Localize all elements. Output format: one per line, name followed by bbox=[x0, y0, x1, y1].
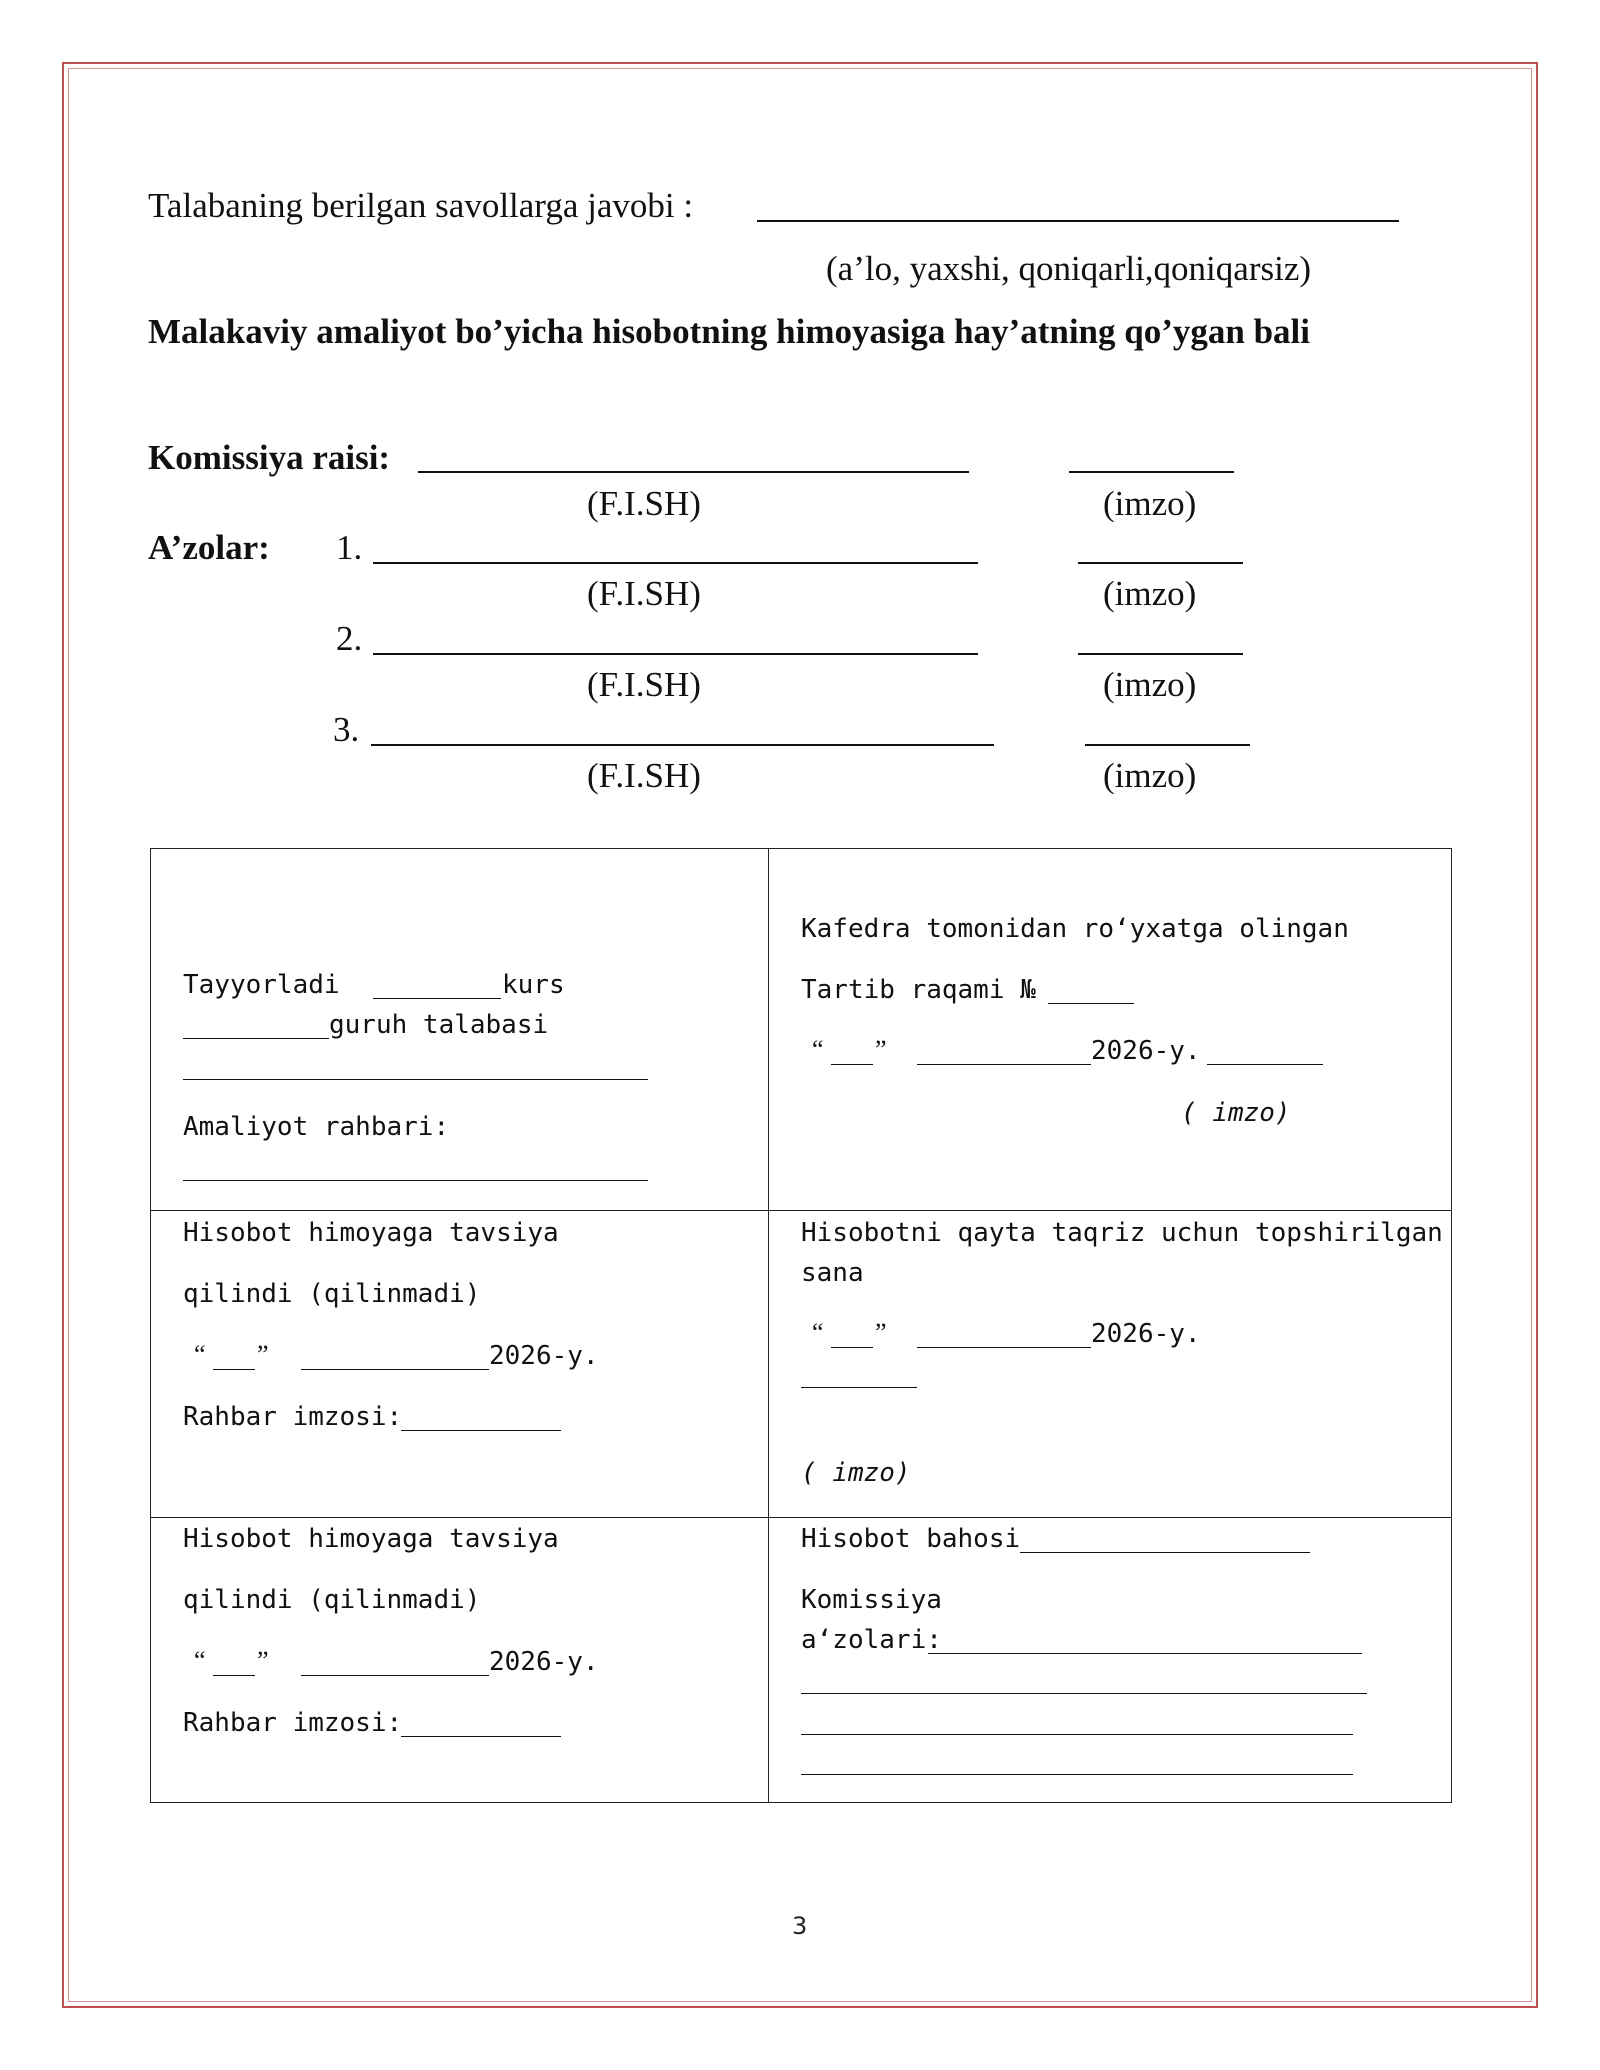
serial-line bbox=[1048, 1003, 1134, 1004]
resubmitted-quote-close: ” bbox=[875, 1318, 887, 1347]
recommend-2-quote-close: ” bbox=[257, 1646, 269, 1675]
registered-imzo-caption: ( imzo) bbox=[1181, 1098, 1291, 1128]
registered-signature-line bbox=[1207, 1064, 1323, 1065]
defense-title: Malakaviy amaliyot bo’yicha hisobotning himoyasiga hay’atning qo’ygan bali bbox=[148, 312, 1311, 351]
resubmitted-year: 2026-y. bbox=[1091, 1319, 1201, 1349]
grade-line bbox=[1020, 1552, 1310, 1553]
grade-member-line-4 bbox=[801, 1774, 1353, 1775]
answer-line bbox=[757, 220, 1399, 222]
resubmitted-day-line bbox=[831, 1347, 873, 1348]
table-row-divider-2 bbox=[150, 1517, 1452, 1518]
registered-title: Kafedra tomonidan ro‘yxatga olingan bbox=[801, 914, 1349, 944]
recommend-2-quote-open: “ bbox=[194, 1646, 206, 1675]
recommend-1-signature-line bbox=[401, 1430, 561, 1431]
table-column-divider bbox=[768, 848, 769, 1803]
member-3-imzo-line bbox=[1085, 744, 1250, 746]
registered-quote-open: “ bbox=[812, 1035, 824, 1064]
resubmitted-signature-line bbox=[801, 1387, 917, 1388]
grade-label: Hisobot bahosi bbox=[801, 1524, 1021, 1554]
commission-chair-label: Komissiya raisi: bbox=[148, 438, 391, 477]
member-number-1: 1. bbox=[336, 528, 363, 567]
recommend-2-line1: Hisobot himoyaga tavsiya bbox=[183, 1524, 559, 1554]
recommend-2-month-line bbox=[301, 1675, 489, 1676]
member-3-imzo-caption: (imzo) bbox=[1103, 756, 1197, 795]
grade-member-line-2 bbox=[801, 1693, 1367, 1694]
group-line bbox=[183, 1038, 329, 1039]
member-1-fish-line bbox=[373, 562, 978, 564]
member-2-fish-caption: (F.I.SH) bbox=[587, 665, 701, 704]
grade-members-line1: Komissiya bbox=[801, 1585, 942, 1615]
member-2-fish-line bbox=[373, 653, 978, 655]
resubmitted-month-line bbox=[917, 1347, 1091, 1348]
recommend-1-line2: qilindi (qilinmadi) bbox=[183, 1279, 481, 1309]
member-3-fish-caption: (F.I.SH) bbox=[587, 756, 701, 795]
chair-fish-line bbox=[418, 471, 969, 473]
page-number: 3 bbox=[792, 1912, 808, 1940]
recommend-2-line2: qilindi (qilinmadi) bbox=[183, 1585, 481, 1615]
members-label: A’zolar: bbox=[148, 528, 270, 567]
registered-year: 2026-y. bbox=[1091, 1036, 1201, 1066]
student-name-line bbox=[183, 1079, 648, 1080]
member-2-imzo-caption: (imzo) bbox=[1103, 665, 1197, 704]
recommend-2-day-line bbox=[213, 1675, 255, 1676]
prepared-label: Tayyorladi bbox=[183, 970, 340, 1000]
serial-label: Tartib raqami № bbox=[801, 975, 1036, 1005]
grade-member-line-3 bbox=[801, 1734, 1353, 1735]
resubmitted-line2: sana bbox=[801, 1258, 864, 1288]
course-line bbox=[373, 998, 501, 999]
registered-month-line bbox=[917, 1064, 1091, 1065]
member-2-imzo-line bbox=[1078, 653, 1243, 655]
registered-day-line bbox=[831, 1064, 873, 1065]
chair-imzo-caption: (imzo) bbox=[1103, 484, 1197, 523]
member-number-3: 3. bbox=[333, 710, 360, 749]
resubmitted-line1: Hisobotni qayta taqriz uchun topshirilgan bbox=[801, 1218, 1443, 1248]
recommend-2-year: 2026-y. bbox=[489, 1647, 599, 1677]
recommend-2-signature-line bbox=[401, 1736, 561, 1737]
recommend-1-day-line bbox=[213, 1369, 255, 1370]
resubmitted-imzo-caption: ( imzo) bbox=[801, 1458, 911, 1488]
resubmitted-quote-open: “ bbox=[812, 1318, 824, 1347]
course-label: kurs bbox=[502, 970, 565, 1000]
table-row-divider-1 bbox=[150, 1210, 1452, 1211]
recommend-1-quote-open: “ bbox=[194, 1340, 206, 1369]
chair-imzo-line bbox=[1069, 471, 1234, 473]
group-label: guruh talabasi bbox=[329, 1010, 549, 1040]
answer-label: Talabaning berilgan savollarga javobi : bbox=[148, 186, 694, 225]
recommend-1-year: 2026-y. bbox=[489, 1341, 599, 1371]
answer-options-hint: (a’lo, yaxshi, qoniqarli,qoniqarsiz) bbox=[826, 249, 1312, 288]
registered-quote-close: ” bbox=[875, 1035, 887, 1064]
recommend-2-signature-label: Rahbar imzosi: bbox=[183, 1708, 403, 1738]
chair-fish-caption: (F.I.SH) bbox=[587, 484, 701, 523]
member-1-imzo-caption: (imzo) bbox=[1103, 574, 1197, 613]
supervisor-label: Amaliyot rahbari: bbox=[183, 1112, 450, 1142]
recommend-1-line1: Hisobot himoyaga tavsiya bbox=[183, 1218, 559, 1248]
member-number-2: 2. bbox=[336, 619, 363, 658]
supervisor-line bbox=[183, 1180, 648, 1181]
recommend-1-signature-label: Rahbar imzosi: bbox=[183, 1402, 403, 1432]
member-3-fish-line bbox=[371, 744, 994, 746]
member-1-fish-caption: (F.I.SH) bbox=[587, 574, 701, 613]
recommend-1-month-line bbox=[301, 1369, 489, 1370]
grade-members-line2: a‘zolari: bbox=[801, 1625, 942, 1655]
member-1-imzo-line bbox=[1078, 562, 1243, 564]
grade-member-line-1 bbox=[928, 1653, 1362, 1654]
recommend-1-quote-close: ” bbox=[257, 1340, 269, 1369]
